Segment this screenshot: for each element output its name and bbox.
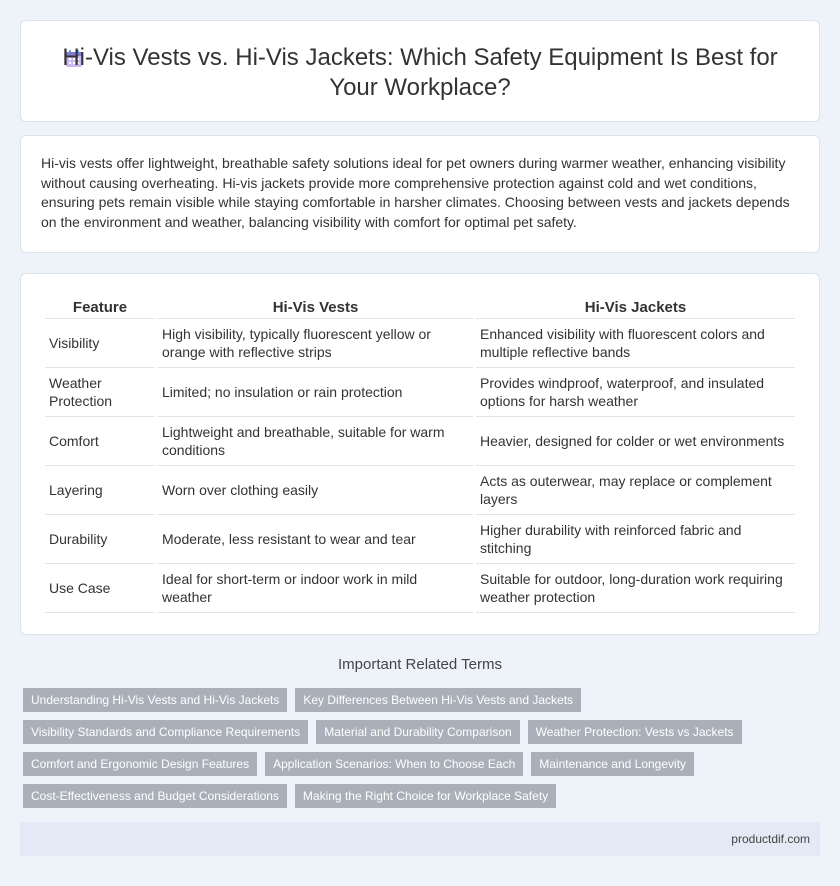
comparison-table — [42, 296, 798, 613]
feature-cell: Durability — [45, 515, 155, 564]
related-term-tag[interactable]: Cost-Effectiveness and Budget Considerations — [23, 784, 287, 808]
vest-cell: Worn over clothing easily — [158, 466, 473, 515]
related-terms-list — [23, 688, 823, 816]
jacket-cell: Acts as outerwear, may replace or complement layers — [476, 466, 795, 515]
related-term-tag[interactable]: Comfort and Ergonomic Design Features — [23, 752, 257, 776]
table-row — [45, 466, 795, 515]
jacket-cell: Suitable for outdoor, long-duration work requiring weather protection — [476, 564, 795, 613]
vest-cell: Lightweight and breathable, suitable for warm conditions — [158, 417, 473, 466]
vest-cell: Ideal for short-term or indoor work in mild weather — [158, 564, 473, 613]
tag-row — [23, 688, 823, 712]
related-term-tag[interactable]: Visibility Standards and Compliance Requirements — [23, 720, 308, 744]
related-terms-title: Important Related Terms — [338, 656, 502, 673]
table-row — [45, 515, 795, 564]
table-row — [45, 417, 795, 466]
jacket-cell: Enhanced visibility with fluorescent colors and multiple reflective bands — [476, 319, 795, 368]
related-term-tag[interactable]: Maintenance and Longevity — [531, 752, 694, 776]
related-term-tag[interactable]: Understanding Hi-Vis Vests and Hi-Vis Jackets — [23, 688, 287, 712]
related-term-tag[interactable]: Application Scenarios: When to Choose Each — [265, 752, 523, 776]
related-term-tag[interactable]: Material and Durability Comparison — [316, 720, 519, 744]
table-header-row — [45, 296, 795, 319]
intro-card — [20, 135, 820, 253]
feature-cell: Visibility — [45, 319, 155, 368]
comparison-card — [20, 273, 820, 635]
jacket-cell: Provides windproof, waterproof, and insulated options for harsh weather — [476, 368, 795, 417]
header-vests: Hi-Vis Vests — [158, 296, 473, 319]
jacket-cell: Heavier, designed for colder or wet environments — [476, 417, 795, 466]
header-jackets: Hi-Vis Jackets — [476, 296, 795, 319]
header-feature: Feature — [45, 296, 155, 319]
title-card — [20, 20, 820, 122]
footer — [20, 822, 820, 856]
table-row — [45, 368, 795, 417]
feature-cell: Weather Protection — [45, 368, 155, 417]
vest-cell: Limited; no insulation or rain protection — [158, 368, 473, 417]
jacket-cell: Higher durability with reinforced fabric and stitching — [476, 515, 795, 564]
table-row — [45, 564, 795, 613]
page-title: Hi-Vis Vests vs. Hi-Vis Jackets: Which Safety Equipment Is Best for Your Workplace? — [62, 44, 778, 101]
intro-paragraph: Hi-vis vests offer lightweight, breathable safety solutions ideal for pet owners during warmer weather, enhancing visibility without causing overheating. Hi-vis jackets provide more comprehensive protection against cold and wet conditions, ensuring pets remain visible while staying comfortable in harsher climates. Choosing between vests and jackets depends on the environment and weather, balancing visibility with comfort for optimal pet safety. — [41, 155, 790, 230]
vest-cell: Moderate, less resistant to wear and tear — [158, 515, 473, 564]
table-row — [45, 319, 795, 368]
tag-row — [23, 752, 823, 776]
feature-cell: Comfort — [45, 417, 155, 466]
vest-cell: High visibility, typically fluorescent yellow or orange with reflective strips — [158, 319, 473, 368]
site-name[interactable]: productdif.com — [731, 832, 810, 846]
tag-row — [23, 720, 823, 744]
feature-cell: Layering — [45, 466, 155, 515]
tag-row — [23, 784, 823, 808]
related-term-tag[interactable]: Making the Right Choice for Workplace Safety — [295, 784, 556, 808]
related-term-tag[interactable]: Key Differences Between Hi-Vis Vests and Jackets — [295, 688, 581, 712]
related-term-tag[interactable]: Weather Protection: Vests vs Jackets — [528, 720, 742, 744]
feature-cell: Use Case — [45, 564, 155, 613]
